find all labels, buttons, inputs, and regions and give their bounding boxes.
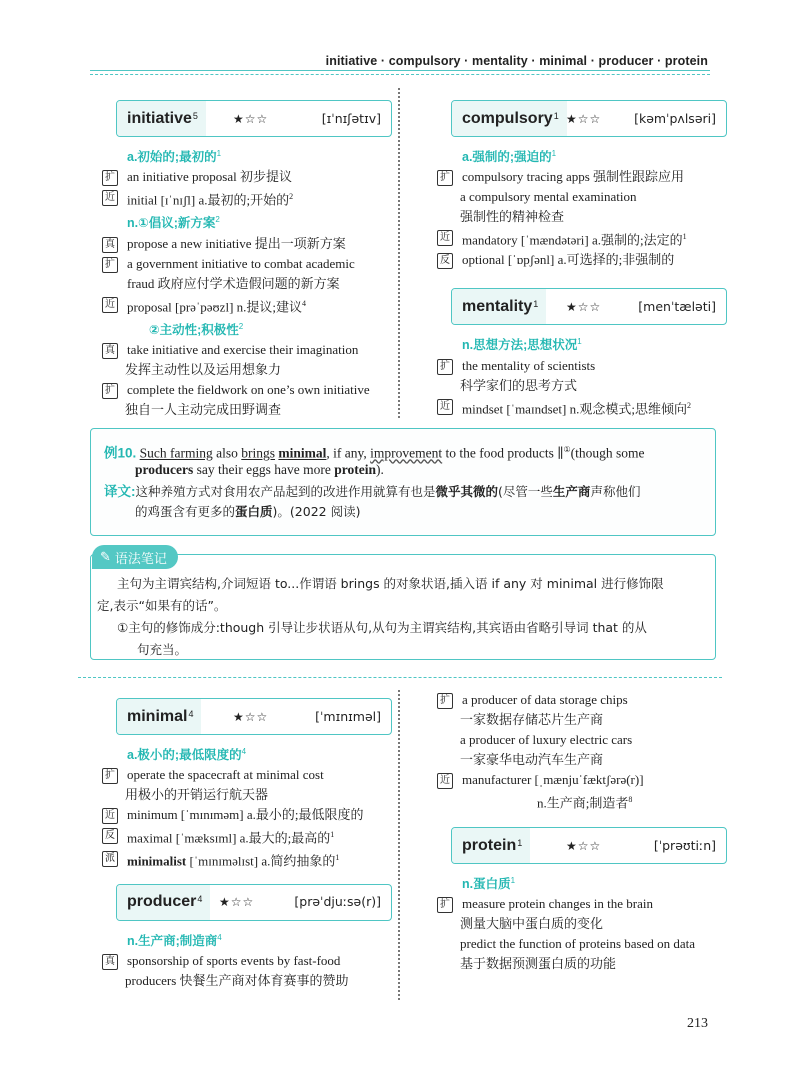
grammar-paragraph-2-cont: 句充当。 — [137, 642, 188, 657]
example-line: 扩 operate the spacecraft at minimal cost — [102, 765, 392, 785]
part-of-speech: a.初始的;最初的$^1$ — [127, 149, 222, 165]
part-of-speech: n.蛋白质$^1$ — [462, 876, 516, 892]
entry-compulsory — [437, 100, 727, 419]
example-line-cont: 强制性的精神检查 — [460, 209, 565, 225]
exam-line: 真 propose a new initiative 提出一项新方案 — [102, 234, 392, 254]
part-of-speech: a.极小的;最低限度的$^4$ — [127, 747, 247, 763]
star-rating: ★☆☆ — [233, 709, 269, 724]
part-of-speech: n.①倡议;新方案$^2$ — [127, 215, 220, 231]
example-line-cont: predict the function of proteins based on data — [460, 936, 696, 952]
example-line: 扩 the mentality of scientists — [437, 356, 727, 376]
phonetic: [kəmˈpʌlsəri] — [634, 110, 716, 126]
star-rating: ★☆☆ — [566, 299, 602, 314]
example-line-cont: 基于数据预测蛋白质的功能 — [460, 956, 617, 972]
headword-box — [451, 288, 727, 325]
antonym-line: 反 optional [ˈɒpʃənl] a.可选择的;非强制的 — [437, 250, 727, 270]
grammar-note-title: 语法笔记 — [114, 551, 167, 567]
entry-initiative — [102, 100, 392, 420]
example-line-cont: 科学家们的思考方式 — [460, 377, 578, 393]
grammar-paragraph-1: 主句为主谓宾结构,介词短语 to...作谓语 brings 的对象状语,插入语 if any 对 minimal 进行修饰限 — [117, 576, 664, 591]
headword: compulsory $^1$ — [452, 101, 567, 136]
phonetic: [ɪˈnɪʃətɪv] — [321, 110, 381, 126]
part-of-speech: n.生产商;制造商$^4$ — [127, 932, 222, 948]
example-line: 扩 an initiative proposal 初步提议 — [102, 167, 392, 187]
exam-line: 真 take initiative and exercise their imagination — [102, 340, 392, 360]
headword: minimal $^4$ — [117, 699, 201, 734]
example-line-cont: fraud 政府应付学术造假问题的新方案 — [127, 275, 340, 291]
part-of-speech: n.思想方法;思想状况$^1$ — [462, 337, 582, 353]
phonetic: [menˈtæləti] — [638, 298, 716, 314]
column-divider — [398, 88, 406, 418]
example-line-cont: 独自一人主动完成田野调查 — [125, 402, 282, 418]
star-rating: ★☆☆ — [219, 895, 255, 910]
translation: 译文:这种养殖方式对食用农产品起到的改进作用就算有也是微乎其微的(尽管一些生产商声称他们 — [104, 484, 641, 499]
phonetic: [ˈprəʊtiːn] — [653, 837, 716, 853]
phonetic: [ˈmɪnɪməl] — [315, 708, 381, 724]
phonetic: [prəˈdjuːsə(r)] — [294, 894, 381, 910]
headword: mentality $^1$ — [452, 289, 546, 324]
example-line: 扩 a producer of data storage chips — [437, 690, 727, 710]
headword: protein $^1$ — [452, 828, 530, 863]
headword: initiative $^5$ — [117, 101, 206, 136]
headword-box — [116, 698, 392, 735]
running-header: initiative · compulsory · mentality · minimal · producer · protein — [325, 54, 708, 68]
example-sentence-cont: producers say their eggs have more protein). — [135, 462, 384, 477]
headword-box — [451, 827, 727, 864]
example-sentence: 例10. Such farming also brings minimal, if any, improvement to the food products ∥①(though some — [104, 445, 645, 461]
synonym-line: 近 initial [ɪˈnɪʃl] a.最初的;开始的$^2$ — [102, 187, 392, 210]
headword-box — [116, 100, 392, 137]
example-line-cont: a producer of luxury electric cars — [460, 732, 633, 747]
grammar-paragraph-1-cont: 定,表示“如果有的话”。 — [97, 598, 227, 613]
headword-box — [451, 100, 727, 137]
example-line: 扩 a government initiative to combat academic — [102, 254, 392, 274]
example-line-cont: 发挥主动性以及运用想象力 — [125, 362, 282, 378]
header-rule-dashed — [90, 74, 710, 75]
synonym-line: 近 mindset [ˈmaɪndset] n.观念模式;思维倾向$^2$ — [437, 396, 727, 419]
header-rule — [90, 70, 710, 71]
pencil-icon: ✎ — [100, 549, 111, 565]
derivative-line: 派 minimalist [ˈmɪnɪməlɪst] a.简约抽象的$^1$ — [102, 848, 392, 871]
example-line-cont: 用极小的开销运行航天器 — [125, 787, 269, 803]
headword-box — [116, 884, 392, 921]
exam-line: 真 sponsorship of sports events by fast-food — [102, 951, 392, 971]
part-of-speech: a.强制的;强迫的$^1$ — [462, 149, 557, 165]
page-number: 213 — [687, 1016, 708, 1031]
grammar-note-badge — [92, 545, 178, 569]
entry-producer-cont — [437, 690, 727, 974]
star-rating: ★☆☆ — [233, 111, 269, 126]
example-line-cont: producers 快餐生产商对体育赛事的赞助 — [125, 972, 349, 988]
example-line-cont: 一家数据存储芯片生产商 — [460, 712, 604, 727]
example-line: 扩 measure protein changes in the brain — [437, 894, 727, 914]
headword: producer $^4$ — [117, 885, 210, 920]
example-line: 扩 compulsory tracing apps 强制性跟踪应用 — [437, 167, 727, 187]
synonym-line: 近 proposal [prəˈpəʊzl] n.提议;建议$^4$ — [102, 294, 392, 317]
translation-cont: 的鸡蛋含有更多的蛋白质)。(2022 阅读) — [135, 504, 361, 519]
example-line-cont: a compulsory mental examination — [460, 189, 637, 205]
part-of-speech: ②主动性;积极性$^2$ — [149, 321, 244, 338]
star-rating: ★☆☆ — [566, 838, 602, 853]
synonym-line: 近 manufacturer [ˌmænjuˈfæktʃərə(r)] — [437, 770, 727, 790]
example-line: 扩 complete the fieldwork on one’s own initiative — [102, 380, 392, 400]
entry-minimal — [102, 698, 392, 991]
synonym-line: 近 mandatory [ˈmændətəri] a.强制的;法定的$^1$ — [437, 227, 727, 250]
antonym-line: 反 maximal [ˈmæksɪml] a.最大的;最高的$^1$ — [102, 825, 392, 848]
star-rating: ★☆☆ — [566, 111, 602, 126]
example-line-cont: 测量大脑中蛋白质的变化 — [460, 916, 604, 932]
section-divider — [78, 677, 722, 678]
column-divider-lower — [398, 690, 406, 1000]
synonym-line: 近 minimum [ˈmɪnɪməm] a.最小的;最低限度的 — [102, 805, 392, 825]
synonym-line-cont: n.生产商;制造者$^8$ — [537, 795, 633, 811]
example-line-cont: 一家豪华电动汽车生产商 — [460, 752, 604, 767]
grammar-paragraph-2: ①主句的修饰成分:though 引导让步状语从句,从句为主谓宾结构,其宾语由省略引导词 that 的从 — [117, 620, 647, 635]
